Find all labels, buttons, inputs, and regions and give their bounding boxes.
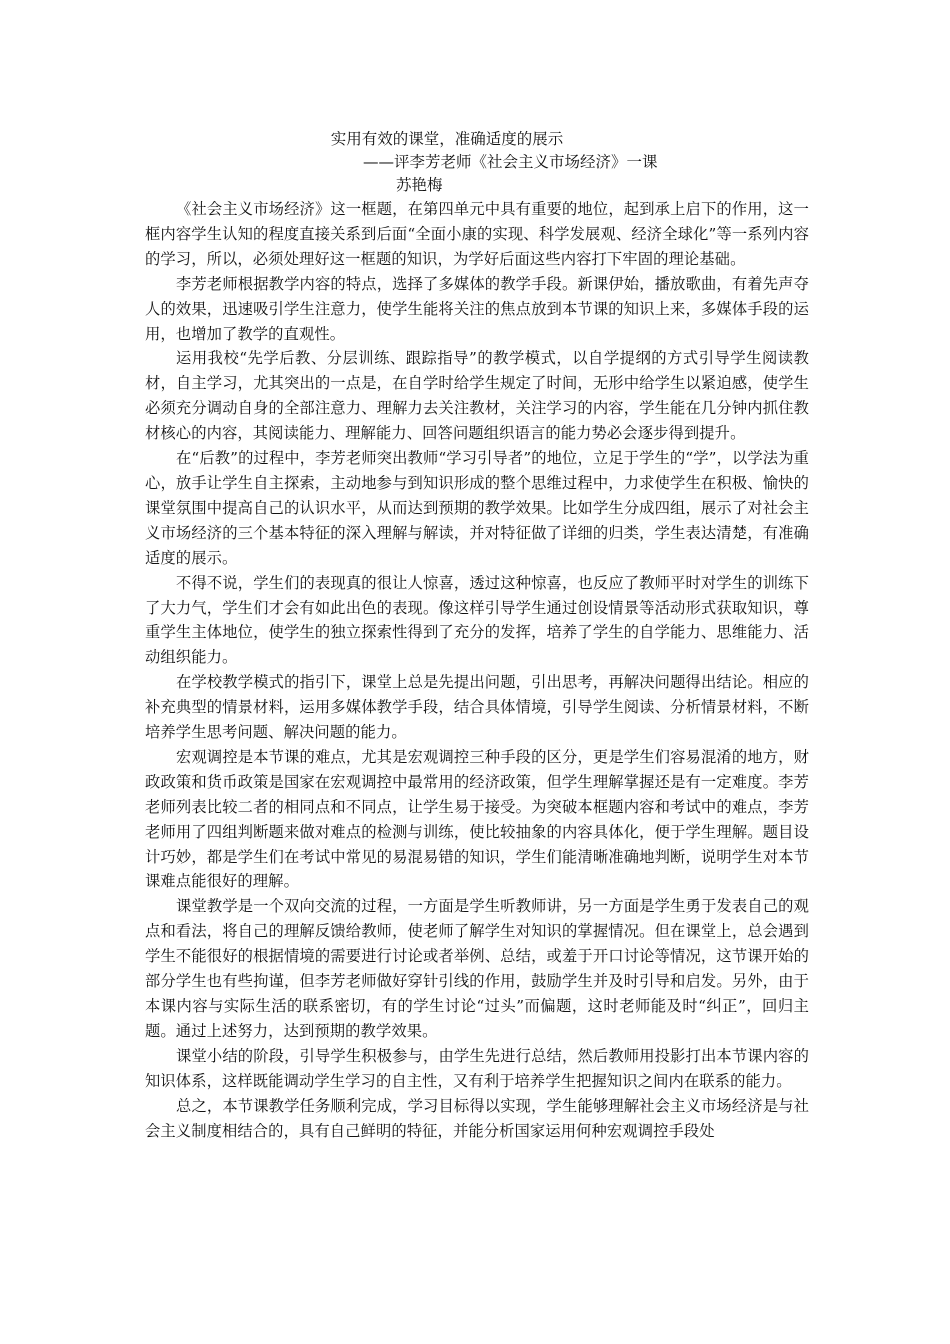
document-author: 苏艳梅	[396, 176, 443, 194]
paragraph-10: 总之，本节课教学任务顺利完成，学习目标得以实现，学生能够理解社会主义市场经济是与社会主义制度相结合的，具有自己鲜明的特征，并能分析国家运用何种宏观调控手段处	[145, 1096, 809, 1140]
paragraph-9: 课堂小结的阶段，引导学生积极参与，由学生先进行总结，然后教师用投影打出本节课内容的知识体系，这样既能调动学生学习的自主性，又有利于培养学生把握知识之间内在联系的能力。	[145, 1046, 809, 1090]
document-title: 实用有效的课堂，准确适度的展示	[330, 130, 564, 148]
paragraph-2: 李芳老师根据教学内容的特点，选择了多媒体的教学手段。新课伊始，播放歌曲，有着先声夺人的效果，迅速吸引学生注意力，使学生能将关注的焦点放到本节课的知识上来，多媒体手段的运用，也增加了教学的直观性。	[145, 274, 809, 343]
paragraph-1: 《社会主义市场经济》这一框题，在第四单元中具有重要的地位，起到承上启下的作用，这一框内容学生认知的程度直接关系到后面“全面小康的实现、科学发展观、经济全球化”等一系列内容的学习，所以，必须处理好这一框题的知识，为学好后面这些内容打下牢固的理论基础。	[145, 200, 809, 268]
paragraph-8: 课堂教学是一个双向交流的过程，一方面是学生听教师讲，另一方面是学生勇于发表自己的观点和看法，将自己的理解反馈给教师，使老师了解学生对知识的掌握情况。但在课堂上，总会遇到学生不能很好的根据情境的需要进行讨论或者举例、总结，或羞于开口讨论等情况，这节课开始的部分学生也有些拘谨，但李芳老师做好穿针引线的作用，鼓励学生并及时引导和启发。另外，由于本课内容与实际生活的联系密切，有的学生讨论“过头”而偏题，这时老师能及时“纠正”，回归主题。通过上述努力，达到预期的教学效果。	[145, 897, 809, 1040]
paragraph-7: 宏观调控是本节课的难点，尤其是宏观调控三种手段的区分，更是学生们容易混淆的地方，财政政策和货币政策是国家在宏观调控中最常用的经济政策，但学生理解掌握还是有一定难度。李芳老师列表比较二者的相同点和不同点，让学生易于接受。为突破本框题内容和考试中的难点，李芳老师用了四组判断题来做对难点的检测与训练，使比较抽象的内容具体化，便于学生理解。题目设计巧妙，都是学生们在考试中常见的易混易错的知识，学生们能清晰准确地判断，说明学生对本节课难点能很好的理解。	[145, 747, 809, 891]
document-page	[145, 128, 809, 1143]
paragraph-3: 运用我校“先学后教、分层训练、跟踪指导”的教学模式，以自学提纲的方式引导学生阅读教材，自主学习，尤其突出的一点是，在自学时给学生规定了时间，无形中给学生以紧迫感，使学生必须充分调动自身的全部注意力、理解力去关注教材，关注学习的内容，学生能在几分钟内抓住教材核心的内容，其阅读能力、理解能力、回答问题组织语言的能力势必会逐步得到提升。	[145, 349, 809, 443]
paragraph-4: 在“后教”的过程中，李芳老师突出教师“学习引导者”的地位，立足于学生的“学”，以学法为重心，放手让学生自主探索，主动地参与到知识形成的整个思维过程中，力求使学生在积极、愉快的课堂氛围中提高自己的认识水平，从而达到预期的教学效果。比如学生分成四组，展示了对社会主义市场经济的三个基本特征的深入理解与解读，并对特征做了详细的归类，学生表达清楚，有准确适度的展示。	[145, 449, 809, 567]
paragraph-6: 在学校教学模式的指引下，课堂上总是先提出问题，引出思考，再解决问题得出结论。相应的补充典型的情景材料，运用多媒体教学手段，结合具体情境，引导学生阅读、分析情景材料，不断培养学生思考问题、解决问题的能力。	[145, 673, 809, 742]
paragraph-5: 不得不说，学生们的表现真的很让人惊喜，透过这种惊喜，也反应了教师平时对学生的训练下了大力气，学生们才会有如此出色的表现。像这样引导学生通过创设情景等活动形式获取知识，尊重学生主体地位，使学生的独立探索性得到了充分的发挥，培养了学生的自学能力、思维能力、活动组织能力。	[145, 573, 809, 667]
document-subtitle: ——评李芳老师《社会主义市场经济》一课	[363, 153, 658, 171]
